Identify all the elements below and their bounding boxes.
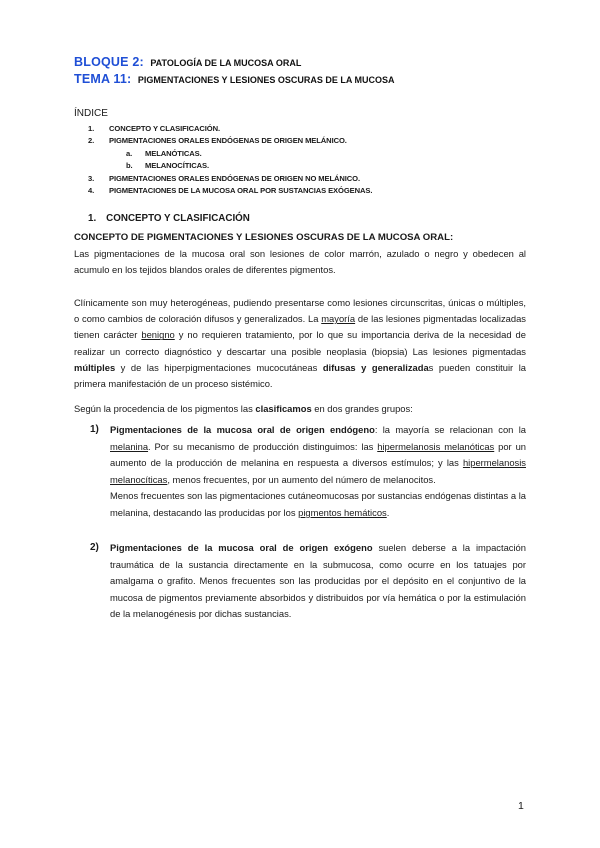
text-run: Menos frecuentes son las pigmentaciones cutáneomucosas por sustancias endógenas distintas a la melanina, destacando las producidas por los (110, 490, 526, 518)
text-run: s pueden constituir la primera manifestación de un proceso sistémico. (74, 361, 526, 390)
text-run: . (386, 506, 390, 518)
toc-item-number: 4. (88, 186, 95, 195)
page-number: 1 (518, 800, 524, 812)
bloque-label: BLOQUE 2: (74, 55, 144, 69)
toc-item-number: a. (126, 149, 133, 158)
section-heading (88, 213, 250, 224)
paragraph-clinical (74, 295, 526, 392)
list-item-body (110, 422, 526, 522)
toc-item-text: CONCEPTO Y CLASIFICACIÓN. (109, 124, 220, 133)
section-number: 1. (88, 213, 97, 224)
indice-heading: ÍNDICE (74, 108, 108, 119)
toc-item-number: 3. (88, 174, 95, 183)
list-item-number: 1) (90, 424, 99, 435)
underlined-text: benigno (141, 329, 175, 341)
section-title: CONCEPTO Y CLASIFICACIÓN (106, 213, 250, 224)
text-run: y de las hiperpigmentaciones mucocutáneas (115, 361, 323, 373)
toc-item-text: PIGMENTACIONES DE LA MUCOSA ORAL POR SUSTANCIAS EXÓGENAS. (109, 186, 373, 195)
tema-title: PIGMENTACIONES Y LESIONES OSCURAS DE LA MUCOSA (137, 75, 395, 85)
list-item-body (110, 540, 526, 623)
bold-text: múltiples (74, 361, 116, 373)
list-item-number: 2) (90, 542, 99, 553)
text-run: : la mayoría se relacionan con la (374, 424, 526, 435)
toc-item-number: 1. (88, 124, 95, 133)
toc-item-number: 2. (88, 136, 95, 145)
tema-label: TEMA 11: (74, 72, 132, 86)
toc-item-number: b. (126, 161, 133, 170)
text-run: y no requieren tratamiento, por lo que su importancia deriva de la necesidad de realizar un correcto diagnóstico y descartar una posible neoplasia (biopsia) Las lesiones pigmentadas (74, 329, 526, 357)
text-run: suelen deberse a la impactación traumática de la sustancia directamente en la submucosa, como ocurre en los tatuajes por amalgama o grafito. Menos frecuentes son las producidas por el depósito en el conjuntivo de la mucosa de pigmentos previamente absorbidos y distribuidos por vía hemática o por la estimulación de la melanogénesis por dichas sustancias. (110, 542, 526, 620)
concept-subtitle: CONCEPTO DE PIGMENTACIONES Y LESIONES OSCURAS DE LA MUCOSA ORAL: (74, 232, 454, 243)
toc-item-text: PIGMENTACIONES ORALES ENDÓGENAS DE ORIGEN MELÁNICO. (109, 136, 347, 145)
bold-text: difusas y generalizada (322, 361, 429, 373)
text-run: Según la procedencia de los pigmentos las (74, 403, 256, 414)
bloque-title: PATOLOGÍA DE LA MUCOSA ORAL (150, 58, 302, 68)
text-run: en dos grandes grupos: (311, 403, 413, 414)
bold-text: clasificamos (255, 403, 312, 414)
bloque-header (74, 53, 301, 71)
paragraph-classification (74, 401, 526, 417)
text-run: . Por su mecanismo de producción distinguimos: las (148, 440, 378, 452)
list-item-exogenous (90, 540, 526, 623)
tema-header (74, 70, 395, 88)
text-run: , menos frecuentes, por un aumento del número de melanocitos. (167, 473, 436, 485)
underlined-text: melanina (110, 440, 149, 452)
paragraph-definition: Las pigmentaciones de la mucosa oral son lesiones de color marrón, azulado o negro y obedecen al acumulo en los tejidos blandos orales de diferentes pigmentos. (74, 248, 526, 276)
text-run: Clínicamente son muy heterogéneas, pudiendo presentarse como lesiones circunscritas, únicas o múltiples, o como cambios de coloración difusos y generalizados. La (74, 297, 526, 325)
toc-item-text: MELANÓTICAS. (145, 149, 202, 158)
toc-item-text: PIGMENTACIONES ORALES ENDÓGENAS DE ORIGEN NO MELÁNICO. (109, 174, 360, 183)
toc-item-text: MELANOCÍTICAS. (145, 161, 209, 170)
bold-text: Pigmentaciones de la mucosa oral de origen endógeno (110, 424, 375, 435)
underlined-text: hipermelanosis melanocíticas (110, 457, 526, 485)
text-run: por un aumento de la producción de melanina en respuesta a diversos estímulos; y las (110, 440, 527, 469)
list-item-endogenous (90, 422, 526, 522)
bold-text: Pigmentaciones de la mucosa oral de origen exógeno (110, 542, 373, 553)
underlined-text: pigmentos hemáticos (298, 506, 387, 518)
text-run: de las lesiones pigmentadas localizadas tienen carácter (74, 313, 526, 341)
underlined-text: mayoría (321, 313, 356, 325)
underlined-text: hipermelanosis melanóticas (377, 440, 495, 452)
